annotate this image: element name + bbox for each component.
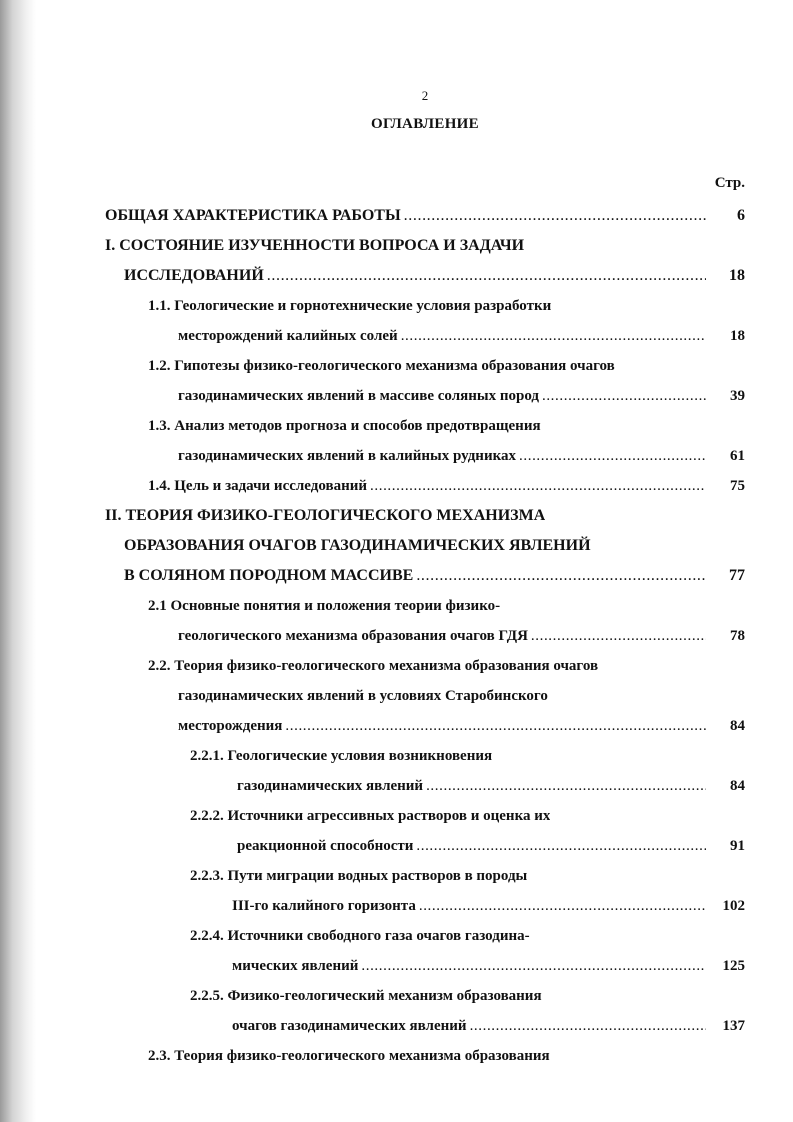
toc-section-1-1-entry[interactable] [178, 324, 745, 348]
toc-entry-page: 75 [730, 478, 745, 494]
page-column-header: Стр. [714, 175, 745, 191]
dot-leader [531, 624, 706, 648]
toc-entry-page: 77 [729, 567, 745, 584]
toc-section-2-2-1-heading[interactable]: 2.2.1. Геологические условия возникновения [190, 748, 493, 764]
toc-entry-text: месторождения [178, 718, 283, 734]
toc-entry-page: 61 [730, 448, 745, 464]
dot-leader [470, 1014, 706, 1038]
toc-entry-page: 102 [722, 898, 745, 914]
toc-section-2-2-3-entry[interactable] [232, 894, 745, 918]
toc-chapter-2-heading-line-2[interactable]: ОБРАЗОВАНИЯ ОЧАГОВ ГАЗОДИНАМИЧЕСКИХ ЯВЛЕНИЙ [124, 537, 591, 554]
toc-entry-page: 84 [730, 718, 745, 734]
dot-leader [267, 264, 706, 288]
scan-edge-shadow [0, 0, 36, 1122]
dot-leader [519, 444, 706, 468]
toc-section-2-2-1-entry[interactable] [237, 774, 745, 798]
toc-entry-page: 18 [729, 267, 745, 284]
toc-section-1-3-heading[interactable]: 1.3. Анализ методов прогноза и способов предотвращения [148, 418, 541, 434]
dot-leader [361, 954, 706, 978]
toc-entry-text: газодинамических явлений [237, 778, 424, 794]
toc-section-2-2-heading-line-1[interactable]: 2.2. Теория физико-геологического механизма образования очагов [148, 658, 599, 674]
toc-entry-text: реакционной способности [237, 838, 414, 854]
toc-chapter-2-heading-line-1[interactable]: II. ТЕОРИЯ ФИЗИКО-ГЕОЛОГИЧЕСКОГО МЕХАНИЗМА [105, 507, 546, 524]
toc-entry-page: 39 [730, 388, 745, 404]
toc-chapter-1-heading[interactable]: I. СОСТОЯНИЕ ИЗУЧЕННОСТИ ВОПРОСА И ЗАДАЧИ [105, 237, 525, 254]
toc-entry-general-characteristics[interactable] [105, 204, 745, 228]
toc-chapter-2-entry[interactable] [124, 564, 745, 588]
toc-section-2-2-4-heading[interactable]: 2.2.4. Источники свободного газа очагов газодина- [190, 928, 530, 944]
dot-leader [404, 204, 706, 228]
toc-entry-text: геологического механизма образования очагов ГДЯ [178, 628, 528, 644]
toc-section-1-4-entry[interactable] [148, 474, 745, 498]
toc-section-1-2-entry[interactable] [178, 384, 745, 408]
toc-entry-page: 137 [722, 1018, 745, 1034]
toc-section-2-1-heading[interactable]: 2.1 Основные понятия и положения теории физико- [148, 598, 501, 614]
toc-chapter-1-entry[interactable] [124, 264, 745, 288]
dot-leader [426, 774, 706, 798]
toc-section-1-1-heading[interactable]: 1.1. Геологические и горнотехнические условия разработки [148, 298, 552, 314]
toc-section-2-2-2-heading[interactable]: 2.2.2. Источники агрессивных растворов и оценка их [190, 808, 551, 824]
dot-leader [416, 834, 706, 858]
dot-leader [416, 564, 706, 588]
toc-entry-page: 125 [722, 958, 745, 974]
dot-leader [419, 894, 706, 918]
toc-section-2-2-2-entry[interactable] [237, 834, 745, 858]
toc-section-2-2-heading-line-2[interactable]: газодинамических явлений в условиях Старобинского [178, 688, 548, 704]
toc-section-2-3-heading[interactable]: 2.3. Теория физико-геологического механизма образования [148, 1048, 550, 1064]
toc-entry-text: мических явлений [232, 958, 359, 974]
dot-leader [542, 384, 706, 408]
toc-entry-text: месторождений калийных солей [178, 328, 398, 344]
toc-entry-page: 84 [730, 778, 745, 794]
toc-section-2-2-3-heading[interactable]: 2.2.3. Пути миграции водных растворов в породы [190, 868, 528, 884]
toc-entry-text: газодинамических явлений в калийных рудниках [178, 448, 517, 464]
toc-entry-page: 6 [737, 207, 745, 224]
toc-entry-text: 1.4. Цель и задачи исследований [148, 478, 368, 494]
page-title: ОГЛАВЛЕНИЕ [371, 116, 479, 132]
toc-section-2-2-5-heading[interactable]: 2.2.5. Физико-геологический механизм образования [190, 988, 542, 1004]
dot-leader [401, 324, 706, 348]
toc-section-1-3-entry[interactable] [178, 444, 745, 468]
toc-entry-text: В СОЛЯНОМ ПОРОДНОМ МАССИВЕ [124, 567, 414, 584]
toc-section-2-2-5-entry[interactable] [232, 1014, 745, 1038]
toc-entry-text: очагов газодинамических явлений [232, 1018, 467, 1034]
toc-entry-page: 18 [730, 328, 745, 344]
dot-leader [285, 714, 706, 738]
toc-entry-text: ИССЛЕДОВАНИЙ [124, 267, 264, 284]
toc-entry-text: ОБЩАЯ ХАРАКТЕРИСТИКА РАБОТЫ [105, 207, 401, 224]
dot-leader [370, 474, 706, 498]
toc-entry-text: III-го калийного горизонта [232, 898, 416, 914]
toc-section-2-2-entry[interactable] [178, 714, 745, 738]
toc-section-2-2-4-entry[interactable] [232, 954, 745, 978]
toc-section-1-2-heading[interactable]: 1.2. Гипотезы физико-геологического механизма образования очагов [148, 358, 615, 374]
toc-entry-text: газодинамических явлений в массиве соляных пород [178, 388, 539, 404]
toc-entry-page: 91 [730, 838, 745, 854]
toc-section-2-1-entry[interactable] [178, 624, 745, 648]
page-number: 2 [421, 88, 429, 103]
toc-entry-page: 78 [730, 628, 745, 644]
